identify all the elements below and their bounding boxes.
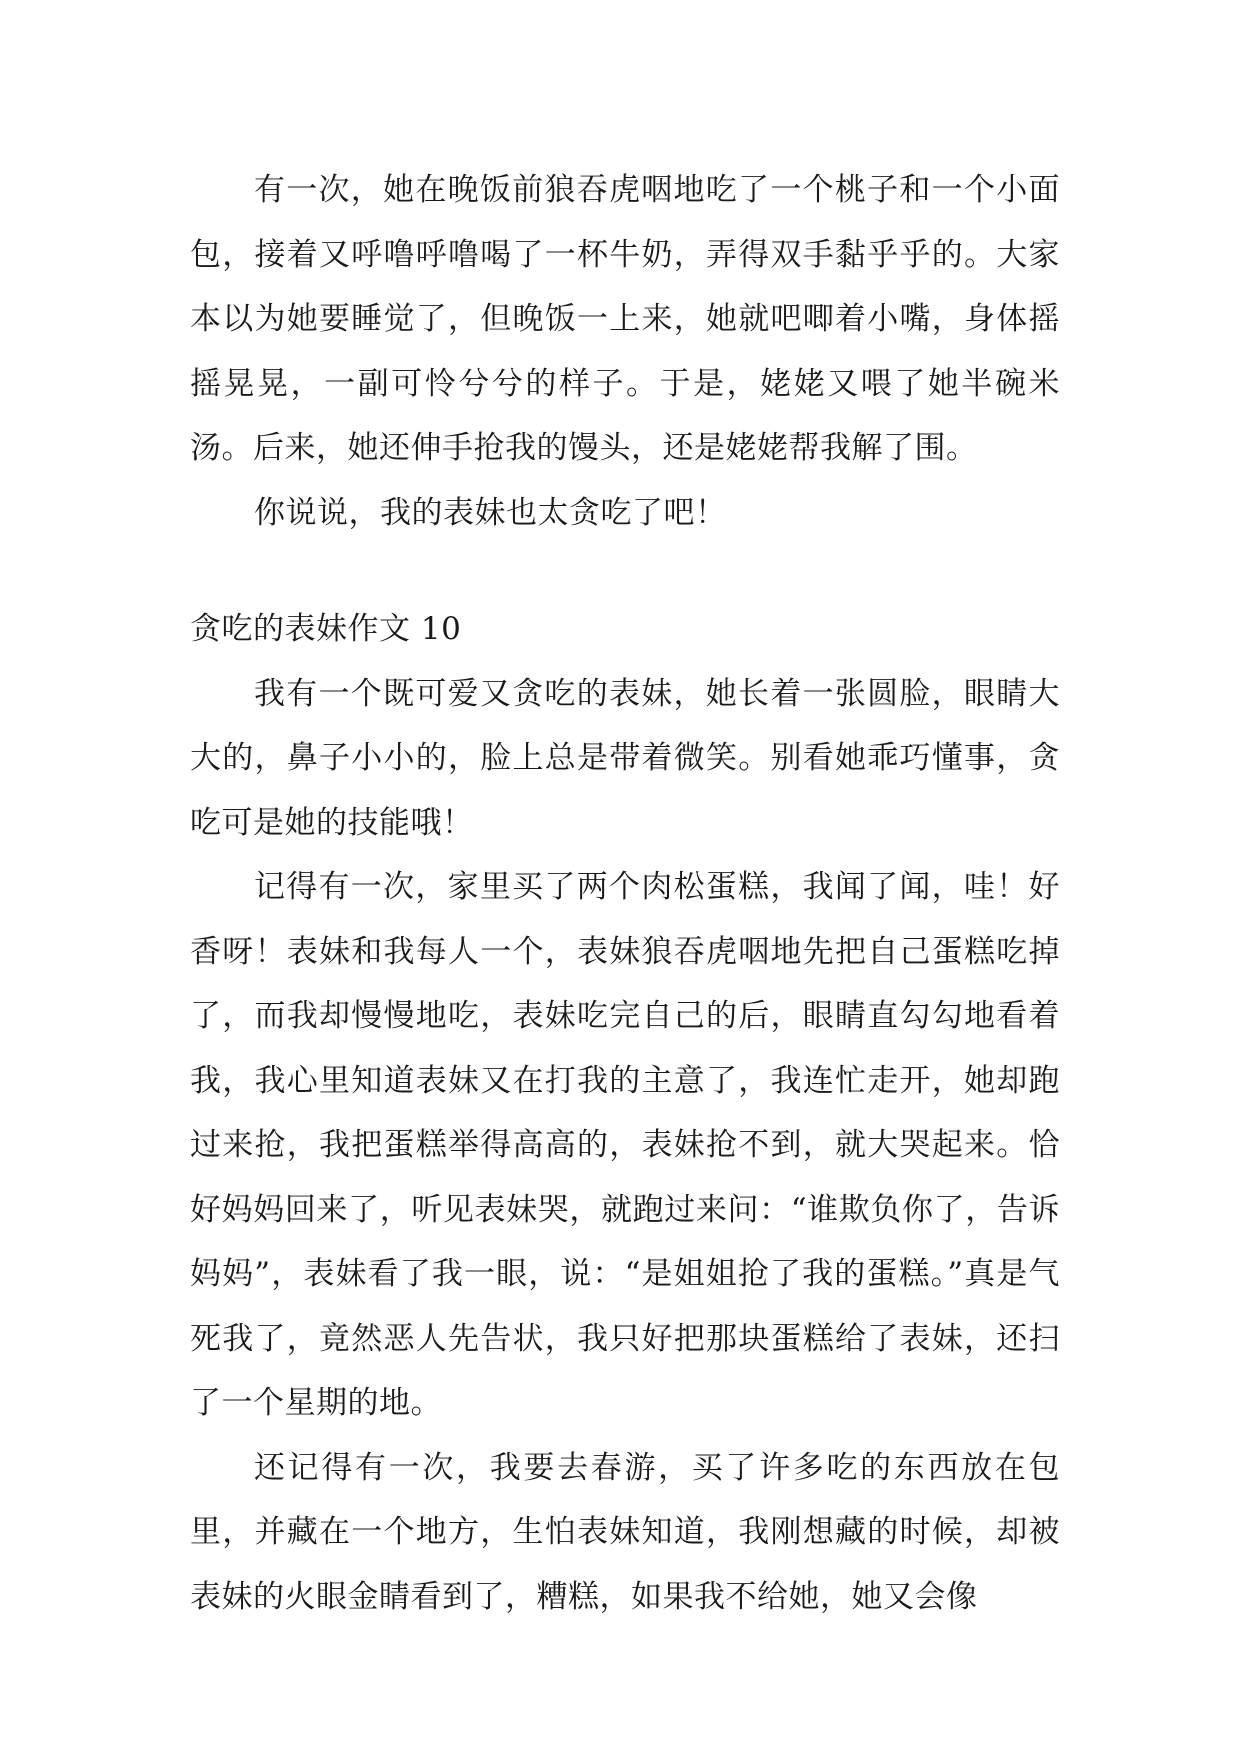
paragraph: 还记得有一次，我要去春游，买了许多吃的东西放在包里，并藏在一个地方，生怕表妹知道，我刚想藏的时候，却被表妹的火眼金睛看到了，糟糕，如果我不给她，她又会像 [190, 1449, 1060, 1615]
paragraph: 你说说，我的表妹也太贪吃了吧！ [254, 494, 727, 531]
paragraph: 有一次，她在晚饭前狼吞虎咽地吃了一个桃子和一个小面包，接着又呼噜呼噜喝了一杯牛奶，弄得双手黏乎乎的。大家本以为她要睡觉了，但晚饭一上来，她就吧唧着小嘴，身体摇摇晃晃，一副可怜兮兮的样子。于是，姥姥又喂了她半碗米汤。后来，她还伸手抢我的馒头，还是姥姥帮我解了围。 [190, 172, 1060, 466]
section-heading: 贪吃的表妹作文 10 [190, 611, 462, 647]
paragraph: 我有一个既可爱又贪吃的表妹，她长着一张圆脸，眼睛大大的，鼻子小小的，脸上总是带着微笑。别看她乖巧懂事，贪吃可是她的技能哦！ [190, 675, 1060, 841]
paragraph: 记得有一次，家里买了两个肉松蛋糕，我闻了闻，哇！好香呀！表妹和我每人一个，表妹狼吞虎咽地先把自己蛋糕吃掉了，而我却慢慢地吃，表妹吃完自己的后，眼睛直勾勾地看着我，我心里知道表妹又在打我的主意了，我连忙走开，她却跑过来抢，我把蛋糕举得高高的，表妹抢不到，就大哭起来。恰好妈妈回来了，听见表妹哭，就跑过来问：“谁欺负你了，告诉妈妈”，表妹看了我一眼，说：“是姐姐抢了我的蛋糕。”真是气死我了，竟然恶人先告状，我只好把那块蛋糕给了表妹，还扫了一个星期的地。 [190, 869, 1060, 1421]
document-body [190, 158, 1060, 1629]
